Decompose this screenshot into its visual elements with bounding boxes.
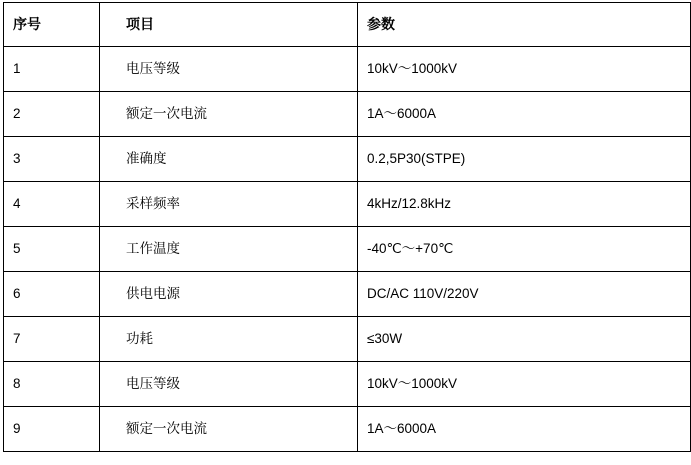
table-row — [4, 272, 691, 317]
row-no: 5 — [13, 240, 21, 256]
table-row — [4, 137, 691, 182]
cell-item — [100, 407, 358, 452]
cell-param — [358, 227, 691, 272]
row-no: 2 — [13, 105, 21, 121]
cell-param — [358, 92, 691, 137]
row-param: DC/AC 110V/220V — [367, 285, 479, 301]
cell-param — [358, 317, 691, 362]
row-item: 供电电源 — [126, 285, 180, 301]
row-no: 4 — [13, 195, 21, 211]
cell-item — [100, 362, 358, 407]
row-item: 工作温度 — [126, 240, 180, 256]
row-param: 4kHz/12.8kHz — [367, 195, 452, 211]
table-row — [4, 362, 691, 407]
specification-table — [3, 2, 691, 452]
cell-no — [4, 137, 100, 182]
cell-item — [100, 92, 358, 137]
cell-param — [358, 182, 691, 227]
row-item: 电压等级 — [126, 60, 180, 76]
header-label-item: 项目 — [126, 16, 154, 33]
table-header-row — [4, 3, 691, 47]
cell-item — [100, 227, 358, 272]
row-no: 8 — [13, 375, 21, 391]
cell-no — [4, 362, 100, 407]
document-page — [0, 2, 691, 465]
cell-item — [100, 272, 358, 317]
cell-no — [4, 227, 100, 272]
header-cell-no — [4, 3, 100, 47]
table-row — [4, 182, 691, 227]
cell-no — [4, 182, 100, 227]
cell-no — [4, 92, 100, 137]
row-item: 采样频率 — [126, 195, 180, 211]
table-row — [4, 92, 691, 137]
cell-param — [358, 47, 691, 92]
row-no: 6 — [13, 285, 21, 301]
cell-param — [358, 407, 691, 452]
row-param: 10kV～1000kV — [367, 60, 458, 76]
header-label-no: 序号 — [13, 16, 41, 33]
cell-param — [358, 272, 691, 317]
row-param: ≤30W — [367, 330, 403, 346]
cell-no — [4, 47, 100, 92]
row-param: -40℃～+70℃ — [367, 240, 454, 256]
cell-param — [358, 362, 691, 407]
table-row — [4, 47, 691, 92]
cell-param — [358, 137, 691, 182]
row-item: 额定一次电流 — [126, 105, 207, 121]
row-no: 7 — [13, 330, 21, 346]
header-cell-param — [358, 3, 691, 47]
row-item: 额定一次电流 — [126, 420, 207, 436]
row-param: 10kV～1000kV — [367, 375, 458, 391]
cell-item — [100, 182, 358, 227]
row-item: 电压等级 — [126, 375, 180, 391]
table-row — [4, 227, 691, 272]
table-row — [4, 407, 691, 452]
table-row — [4, 317, 691, 362]
cell-item — [100, 47, 358, 92]
cell-item — [100, 137, 358, 182]
row-no: 3 — [13, 150, 21, 166]
header-cell-item — [100, 3, 358, 47]
row-no: 1 — [13, 60, 21, 76]
cell-item — [100, 317, 358, 362]
cell-no — [4, 317, 100, 362]
row-param: 1A～6000A — [367, 420, 437, 436]
row-item: 功耗 — [126, 330, 153, 346]
row-item: 准确度 — [126, 150, 167, 166]
row-param: 1A～6000A — [367, 105, 437, 121]
table-body — [4, 3, 691, 452]
row-param: 0.2,5P30(STPE) — [367, 150, 466, 166]
row-no: 9 — [13, 420, 21, 436]
cell-no — [4, 407, 100, 452]
cell-no — [4, 272, 100, 317]
header-label-param: 参数 — [367, 16, 395, 33]
